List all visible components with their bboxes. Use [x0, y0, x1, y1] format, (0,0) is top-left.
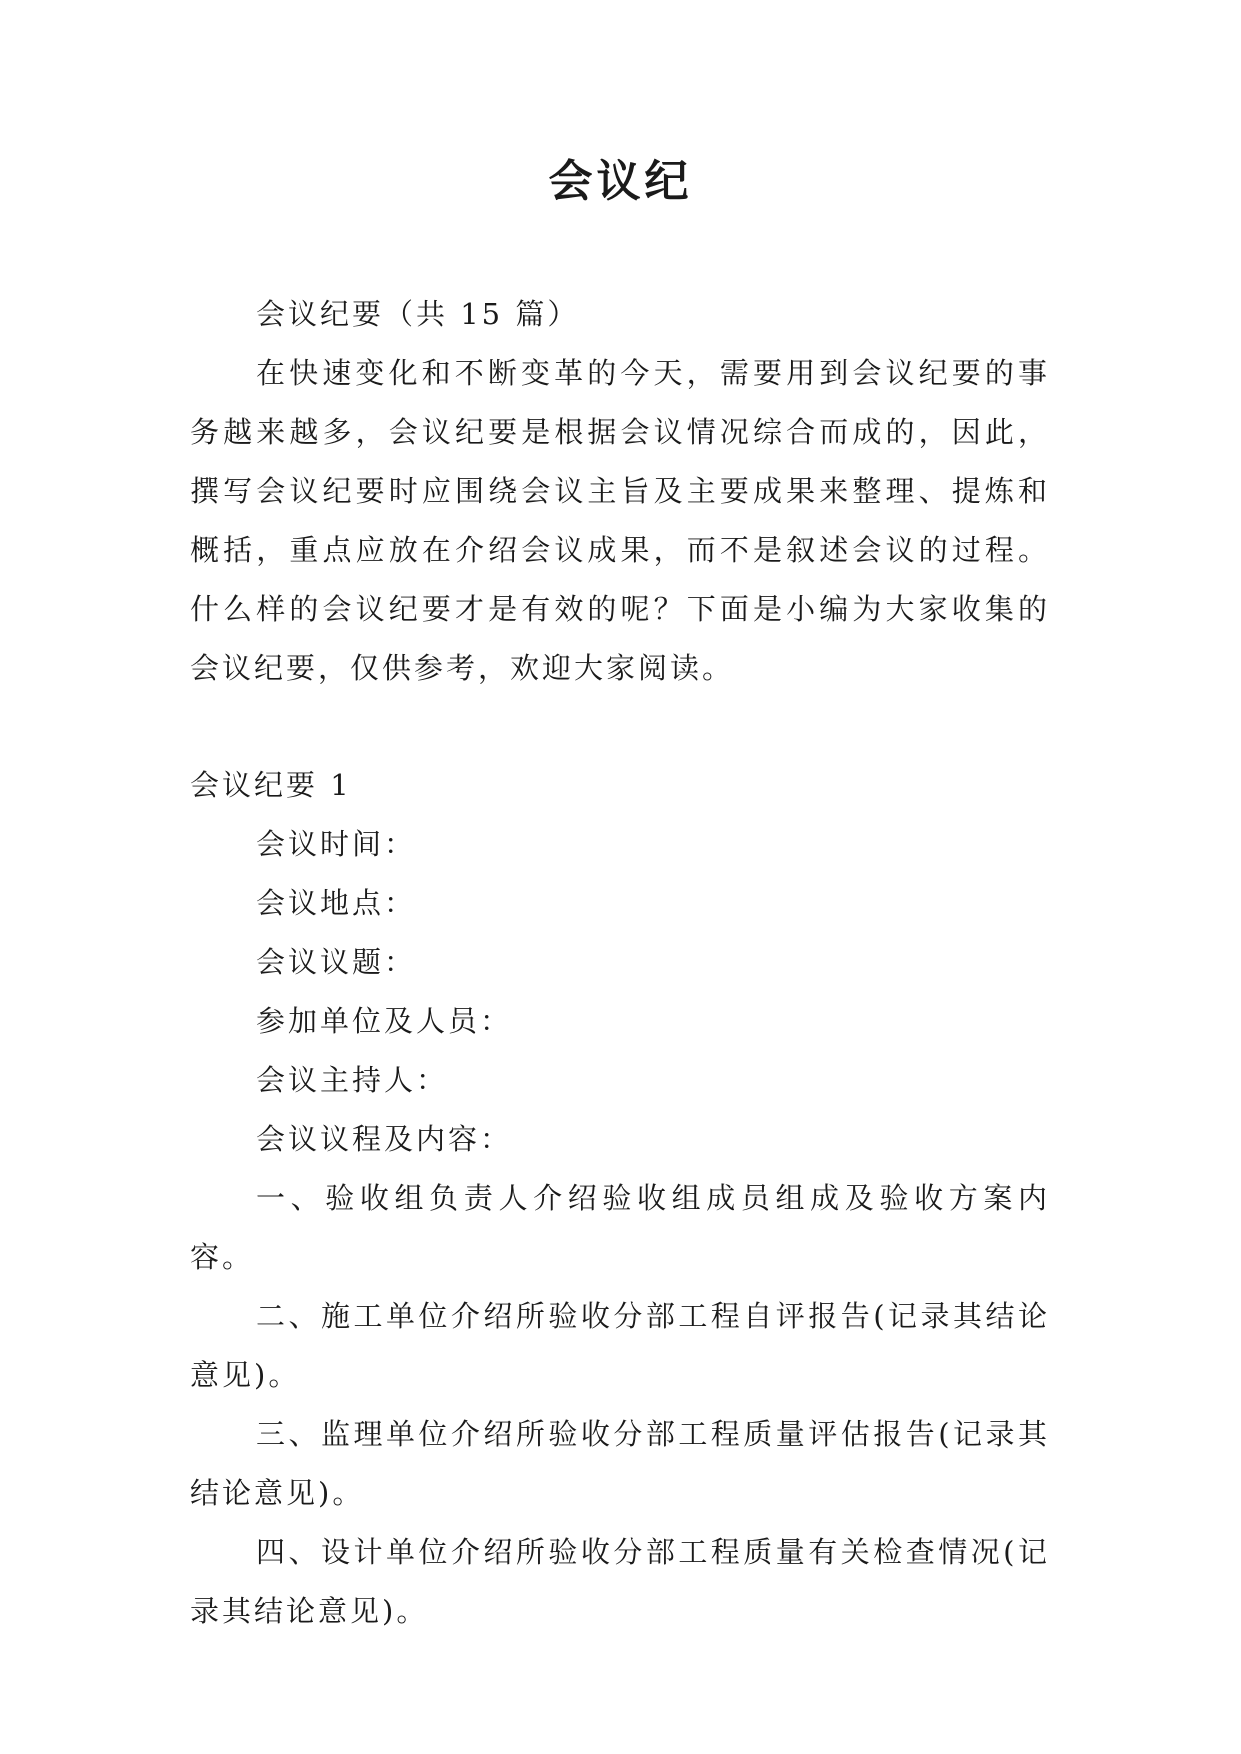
agenda-item: 二、施工单位介绍所验收分部工程自评报告(记录其结论意见)。 [190, 1299, 1050, 1392]
field-meeting-time: 会议时间： [256, 827, 417, 861]
document-body [190, 285, 1050, 1641]
intro-paragraph: 在快速变化和不断变革的今天，需要用到会议纪要的事务越来越多，会议纪要是根据会议情况综合而成的，因此，撰写会议纪要时应围绕会议主旨及主要成果来整理、提炼和概括，重点应放在介绍会议成果，而不是叙述会议的过程。什么样的会议纪要才是有效的呢？下面是小编为大家收集的会议纪要，仅供参考，欢迎大家阅读。 [190, 356, 1050, 685]
agenda-item: 四、设计单位介绍所验收分部工程质量有关检查情况(记录其结论意见)。 [190, 1535, 1050, 1628]
agenda-item: 三、监理单位介绍所验收分部工程质量评估报告(记录其结论意见)。 [190, 1417, 1050, 1510]
field-attendees: 参加单位及人员： [256, 1004, 513, 1038]
field-meeting-place: 会议地点： [256, 886, 417, 920]
agenda-item: 一、验收组负责人介绍验收组成员组成及验收方案内容。 [190, 1181, 1050, 1274]
field-meeting-topic: 会议议题： [256, 945, 417, 979]
document-title: 会议纪 [548, 156, 693, 207]
document-subtitle: 会议纪要（共 15 篇） [256, 297, 580, 331]
field-host: 会议主持人： [256, 1063, 449, 1097]
section-heading: 会议纪要 1 [190, 768, 352, 802]
field-agenda: 会议议程及内容： [256, 1122, 513, 1156]
paragraph-gap [190, 698, 1050, 756]
